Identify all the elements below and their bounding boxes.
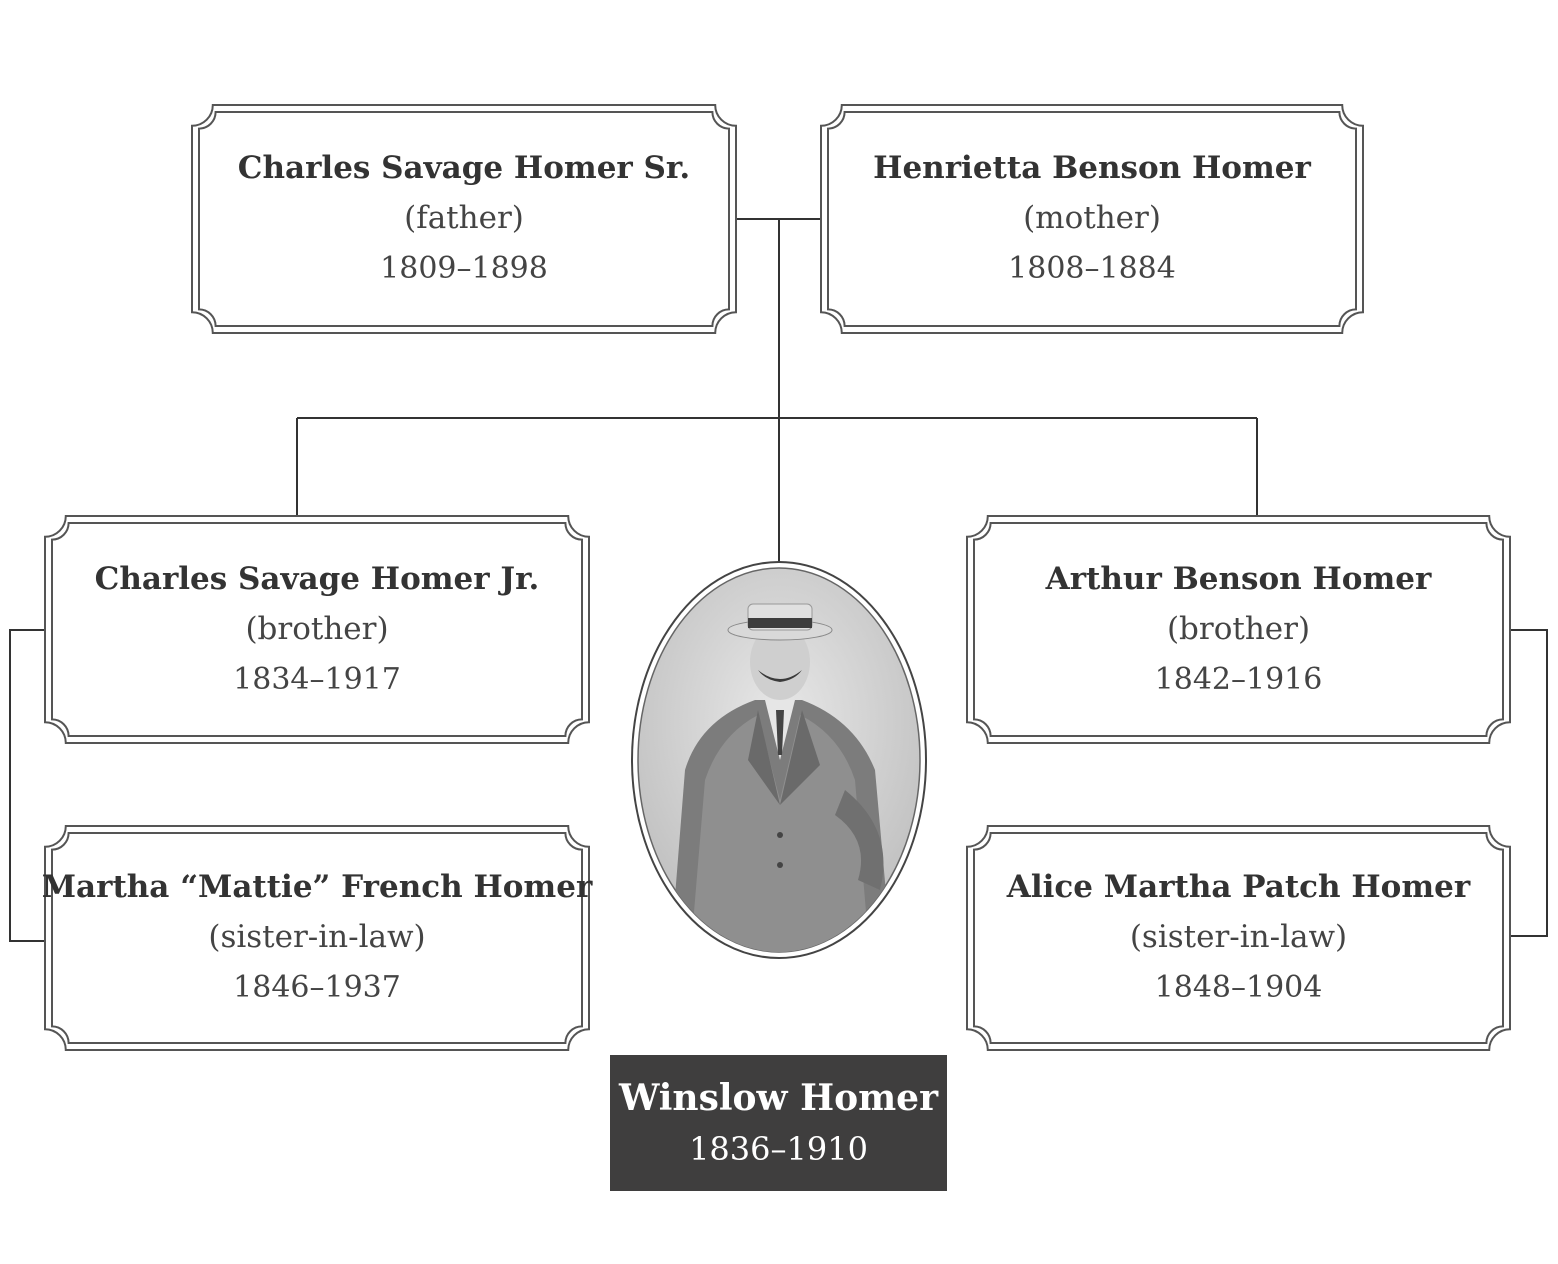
person-relation: (sister-in-law) (208, 919, 426, 955)
subject-years: 1836–1910 (689, 1130, 868, 1168)
person-relation: (mother) (1023, 200, 1161, 236)
person-name: Charles Savage Homer Jr. (94, 560, 540, 597)
person-years: 1809–1898 (380, 251, 548, 286)
person-years: 1848–1904 (1154, 970, 1323, 1005)
right-brother-card (965, 514, 1512, 745)
right-spouse-bracket (1511, 630, 1547, 936)
mother-card (819, 103, 1365, 335)
portrait-photo (630, 560, 928, 960)
left-brother-card (43, 514, 591, 745)
person-name: Arthur Benson Homer (1045, 560, 1432, 597)
left-sister-in-law-card (43, 824, 591, 1052)
person-years: 1842–1916 (1154, 661, 1323, 697)
person-relation: (sister-in-law) (1129, 919, 1348, 955)
person-name: Henrietta Benson Homer (873, 150, 1311, 186)
person-name: Martha “Mattie” French Homer (41, 869, 593, 905)
person-years: 1846–1937 (233, 970, 401, 1005)
person-name: Charles Savage Homer Sr. (237, 150, 691, 186)
person-relation: (father) (404, 200, 524, 236)
right-sister-in-law-card (965, 824, 1512, 1052)
person-relation: (brother) (245, 610, 389, 647)
subject-name: Winslow Homer (618, 1077, 939, 1119)
subject-box (610, 1055, 947, 1191)
person-years: 1834–1917 (233, 661, 401, 697)
person-relation: (brother) (1166, 610, 1311, 647)
father-card (190, 103, 738, 335)
person-years: 1808–1884 (1008, 251, 1176, 286)
left-spouse-bracket (10, 630, 44, 941)
person-name: Alice Martha Patch Homer (1006, 869, 1471, 905)
